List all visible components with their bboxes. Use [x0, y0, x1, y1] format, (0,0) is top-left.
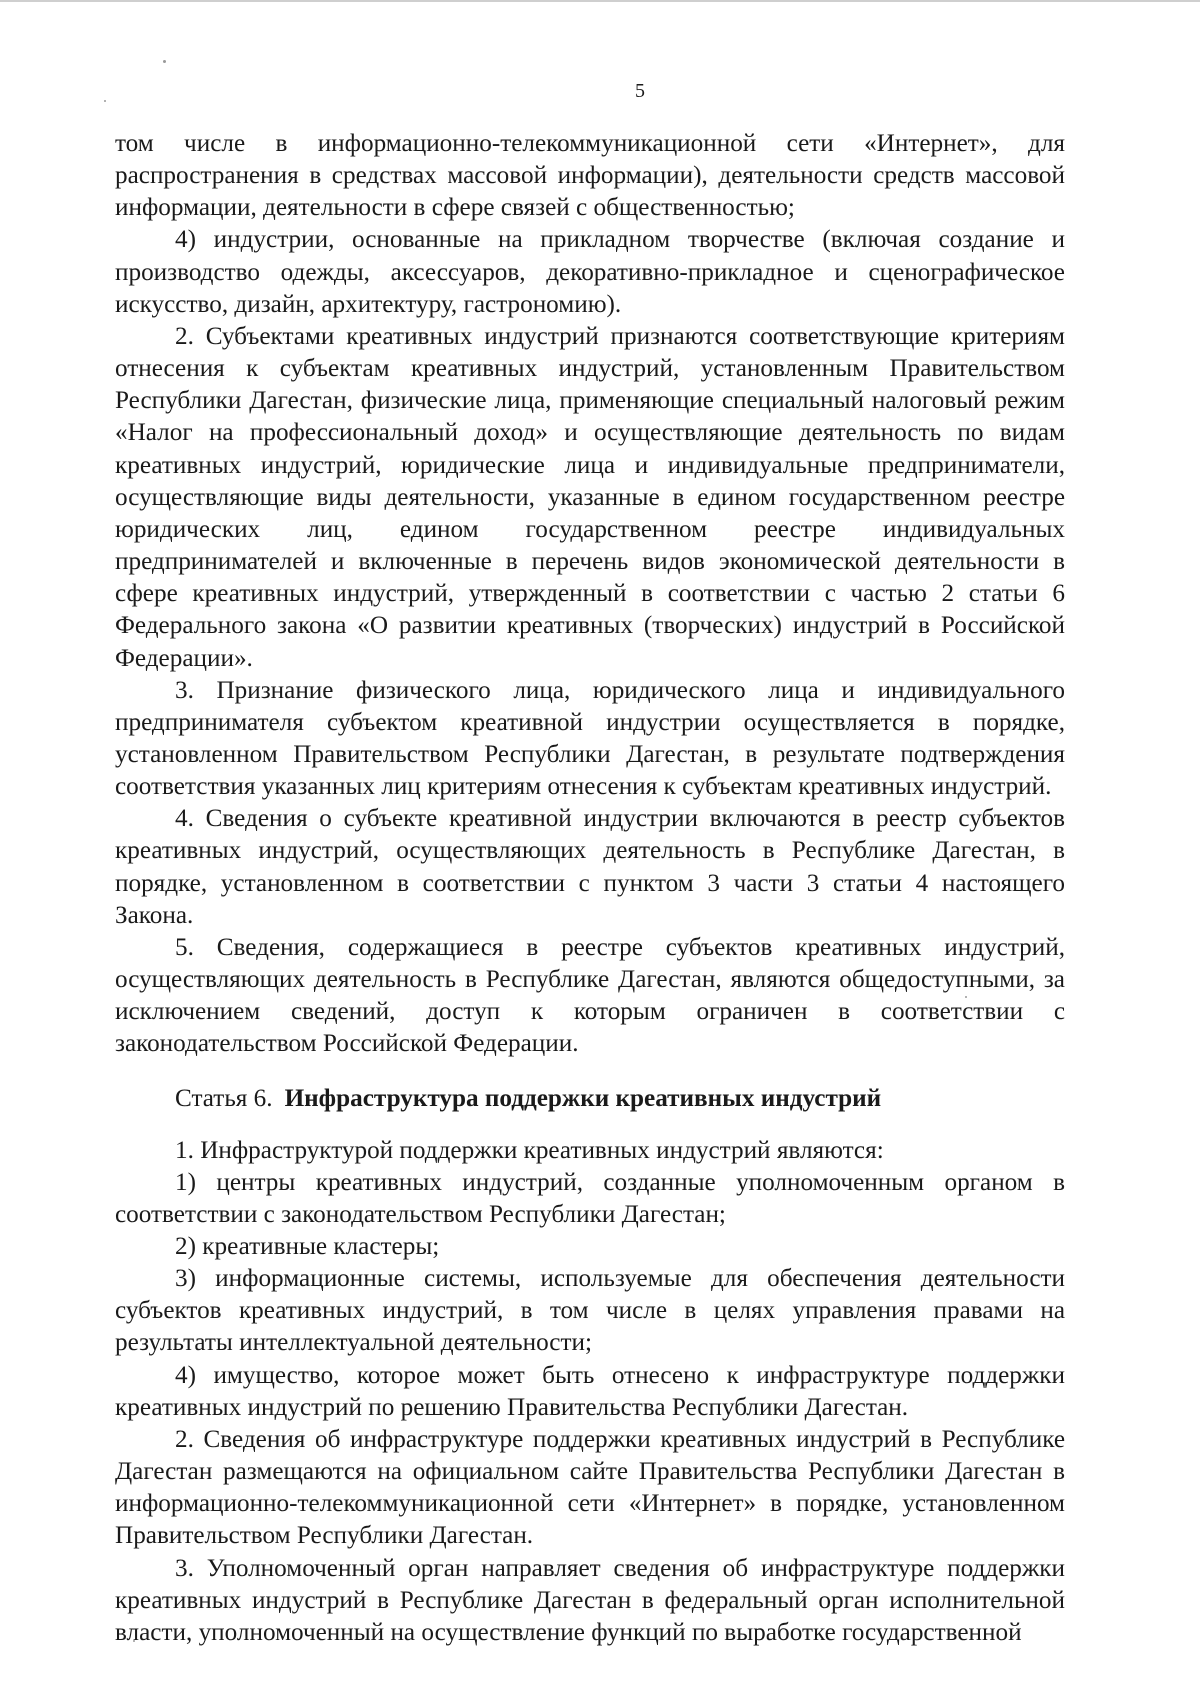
paragraph-infrastructure-intro: 1. Инфраструктурой поддержки креативных индустрий являются:: [175, 1136, 884, 1164]
paragraph-registry-public: 5. Сведения, содержащиеся в реестре субъектов креативных индустрий, осуществляющих деятельность в Республике Дагестан, являются общедоступными, за исключением сведений, доступ к которым ограничен в соответствии с законодательством Российской Федерации.: [115, 933, 1065, 1058]
paragraph-item-centers: 1) центры креативных индустрий, созданные уполномоченным органом в соответствии с законодательством Республики Дагестан;: [115, 1168, 1065, 1228]
page-top-edge: [0, 0, 1200, 2]
paragraph-continuation: том числе в информационно-телекоммуникационной сети «Интернет», для распространения в средствах массовой информации), деятельности средств массовой информации, деятельности в сфере связей с общественностью;: [115, 130, 1065, 222]
paragraph-item-information-systems: 3) информационные системы, используемые для обеспечения деятельности субъектов креативных индустрий, в том числе в целях управления правами на результаты интеллектуальной деятельности;: [115, 1265, 1065, 1357]
article-number: Статья 6.: [175, 1084, 273, 1112]
article-title: Инфраструктура поддержки креативных индустрий: [284, 1084, 882, 1112]
paragraph-recognition: 3. Признание физического лица, юридического лица и индивидуального предпринимателя субъектом креативной индустрии осуществляется в порядке, установленном Правительством Республики Дагестан, в результате подтверждения соответствия указанных лиц критериям отнесения к субъектам креативных индустрий.: [115, 676, 1065, 801]
paragraph-item-clusters: 2) креативные кластеры;: [175, 1233, 440, 1260]
page-number: 5: [635, 80, 645, 102]
document-body: [115, 128, 1065, 1649]
paragraph-infrastructure-info-placement: 2. Сведения об инфраструктуре поддержки креативных индустрий в Республике Дагестан размещаются на официальном сайте Правительства Республики Дагестан в информационно-телекоммуникационной сети «Интернет» в порядке, установленном Правительством Республики Дагестан.: [115, 1425, 1065, 1550]
paragraph-subjects: 2. Субъектами креативных индустрий признаются соответствующие критериям отнесения к субъектам креативных индустрий, установленным Правительством Республики Дагестан, физические лица, применяющие специальный налоговый режим «Налог на профессиональный доход» и осуществляющие деятельность по видам креативных индустрий, юридические лица и индивидуальные предприниматели, осуществляющие виды деятельности, указанные в едином государственном реестре юридических лиц, едином государственном реестре индивидуальных предпринимателей и включенные в перечень видов экономической деятельности в сфере креативных индустрий, утвержденный в соответствии с частью 2 статьи 6 Федерального закона «О развитии креативных (творческих) индустрий в Российской Федерации».: [115, 322, 1065, 672]
paragraph-registry-inclusion: 4. Сведения о субъекте креативной индустрии включаются в реестр субъектов креативных индустрий, осуществляющих деятельность в Республике Дагестан, в порядке, установленном в соответствии с пунктом 3 части 3 статьи 4 настоящего Закона.: [115, 805, 1065, 929]
paragraph-authorized-body: 3. Уполномоченный орган направляет сведения об инфраструктуре поддержки креативных индустрий в Республике Дагестан в федеральный орган исполнительной власти, уполномоченный на осуществление функций по выработке государственной: [115, 1554, 1065, 1646]
article-heading: [115, 1083, 1065, 1115]
paragraph-item-4: 4) индустрии, основанные на прикладном творчестве (включая создание и производство одежды, аксессуаров, декоративно-прикладное и сценографическое искусство, дизайн, архитектуру, гастрономию).: [115, 226, 1065, 318]
scan-speck: [163, 60, 166, 63]
paragraph-item-property: 4) имущество, которое может быть отнесено к инфраструктуре поддержки креативных индустрий по решению Правительства Республики Дагестан.: [115, 1361, 1065, 1421]
